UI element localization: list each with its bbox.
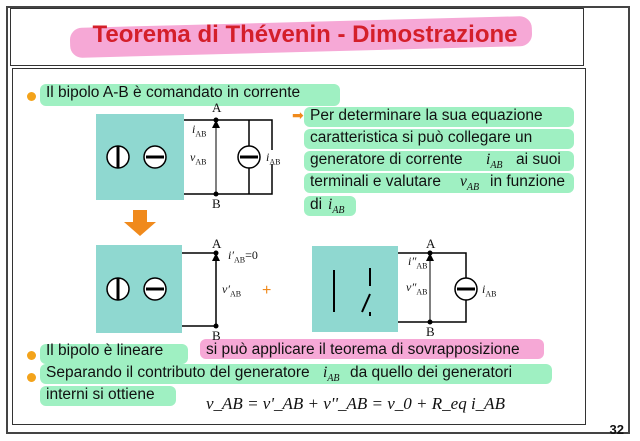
bullet-2-text: Il bipolo è lineare [46,342,164,359]
terminal-b-label: B [212,328,221,343]
page-number: 32 [609,422,624,437]
note-iab-2: $i_{AB}$ [328,196,345,217]
label-iab-source: $i_{AB}$ [482,282,497,299]
note-iab: $i_{AB}$ [486,151,503,172]
note-line-5: di [310,196,323,213]
bullet-3-text-c: interni si ottiene [46,386,155,403]
plus-sign: + [262,282,272,299]
note-line-4b: in funzione [490,173,565,190]
note-line-4: terminali e valutare [310,173,441,190]
final-formula: v_AB = v'_AB + v''_AB = v_0 + R_eq i_AB [206,394,505,413]
linear-note: si può applicare il teorema di sovrapposizione [206,341,520,358]
note-line-2: caratteristica si può collegare un [310,129,533,146]
voltage-source-icon [107,278,129,300]
label-vab: $v_{AB}$ [190,150,207,167]
label-iab: $i_{AB}$ [192,122,207,139]
bullet-1-text: Il bipolo A-B è comandato in corrente [46,84,301,101]
note-line-1: Per determinare la sua equazione [310,107,543,124]
current-source-icon [144,278,166,300]
current-source-icon [238,120,260,194]
page-title: Teorema di Thévenin - Dimostrazione [92,21,518,48]
terminal-b-label: B [212,196,221,211]
terminal-a-label: A [426,236,436,251]
current-source-icon [455,278,477,300]
arrow-icon: ➡ [292,107,304,123]
label-vab-2prime: $v''_{AB}$ [406,280,428,297]
terminal-a-label: A [212,236,222,251]
down-arrow-icon [124,210,156,236]
label-iab-2prime: $i''_{AB}$ [408,254,428,271]
label-iab-prime: $i'_{AB}=0$ [228,248,258,265]
network-box-3 [312,246,398,332]
note-line-3b: ai suoi [516,151,561,168]
terminal-b-label: B [426,324,435,339]
voltage-source-icon [107,146,129,168]
note-line-3: generatore di corrente [310,151,463,168]
label-vab-prime: $v'_{AB}$ [222,282,242,299]
terminal-a-label: A [212,100,222,115]
label-iab-source: $i_{AB}$ [266,150,281,167]
bullet-3-text-b: da quello dei generatori [350,364,513,381]
note-vab: $v_{AB}$ [460,173,480,194]
bullet-3-text-a: Separando il contributo del generatore [46,364,310,381]
current-source-icon [144,146,166,168]
wire [182,253,216,326]
bullet-3-iab: $i_{AB}$ [323,364,340,385]
